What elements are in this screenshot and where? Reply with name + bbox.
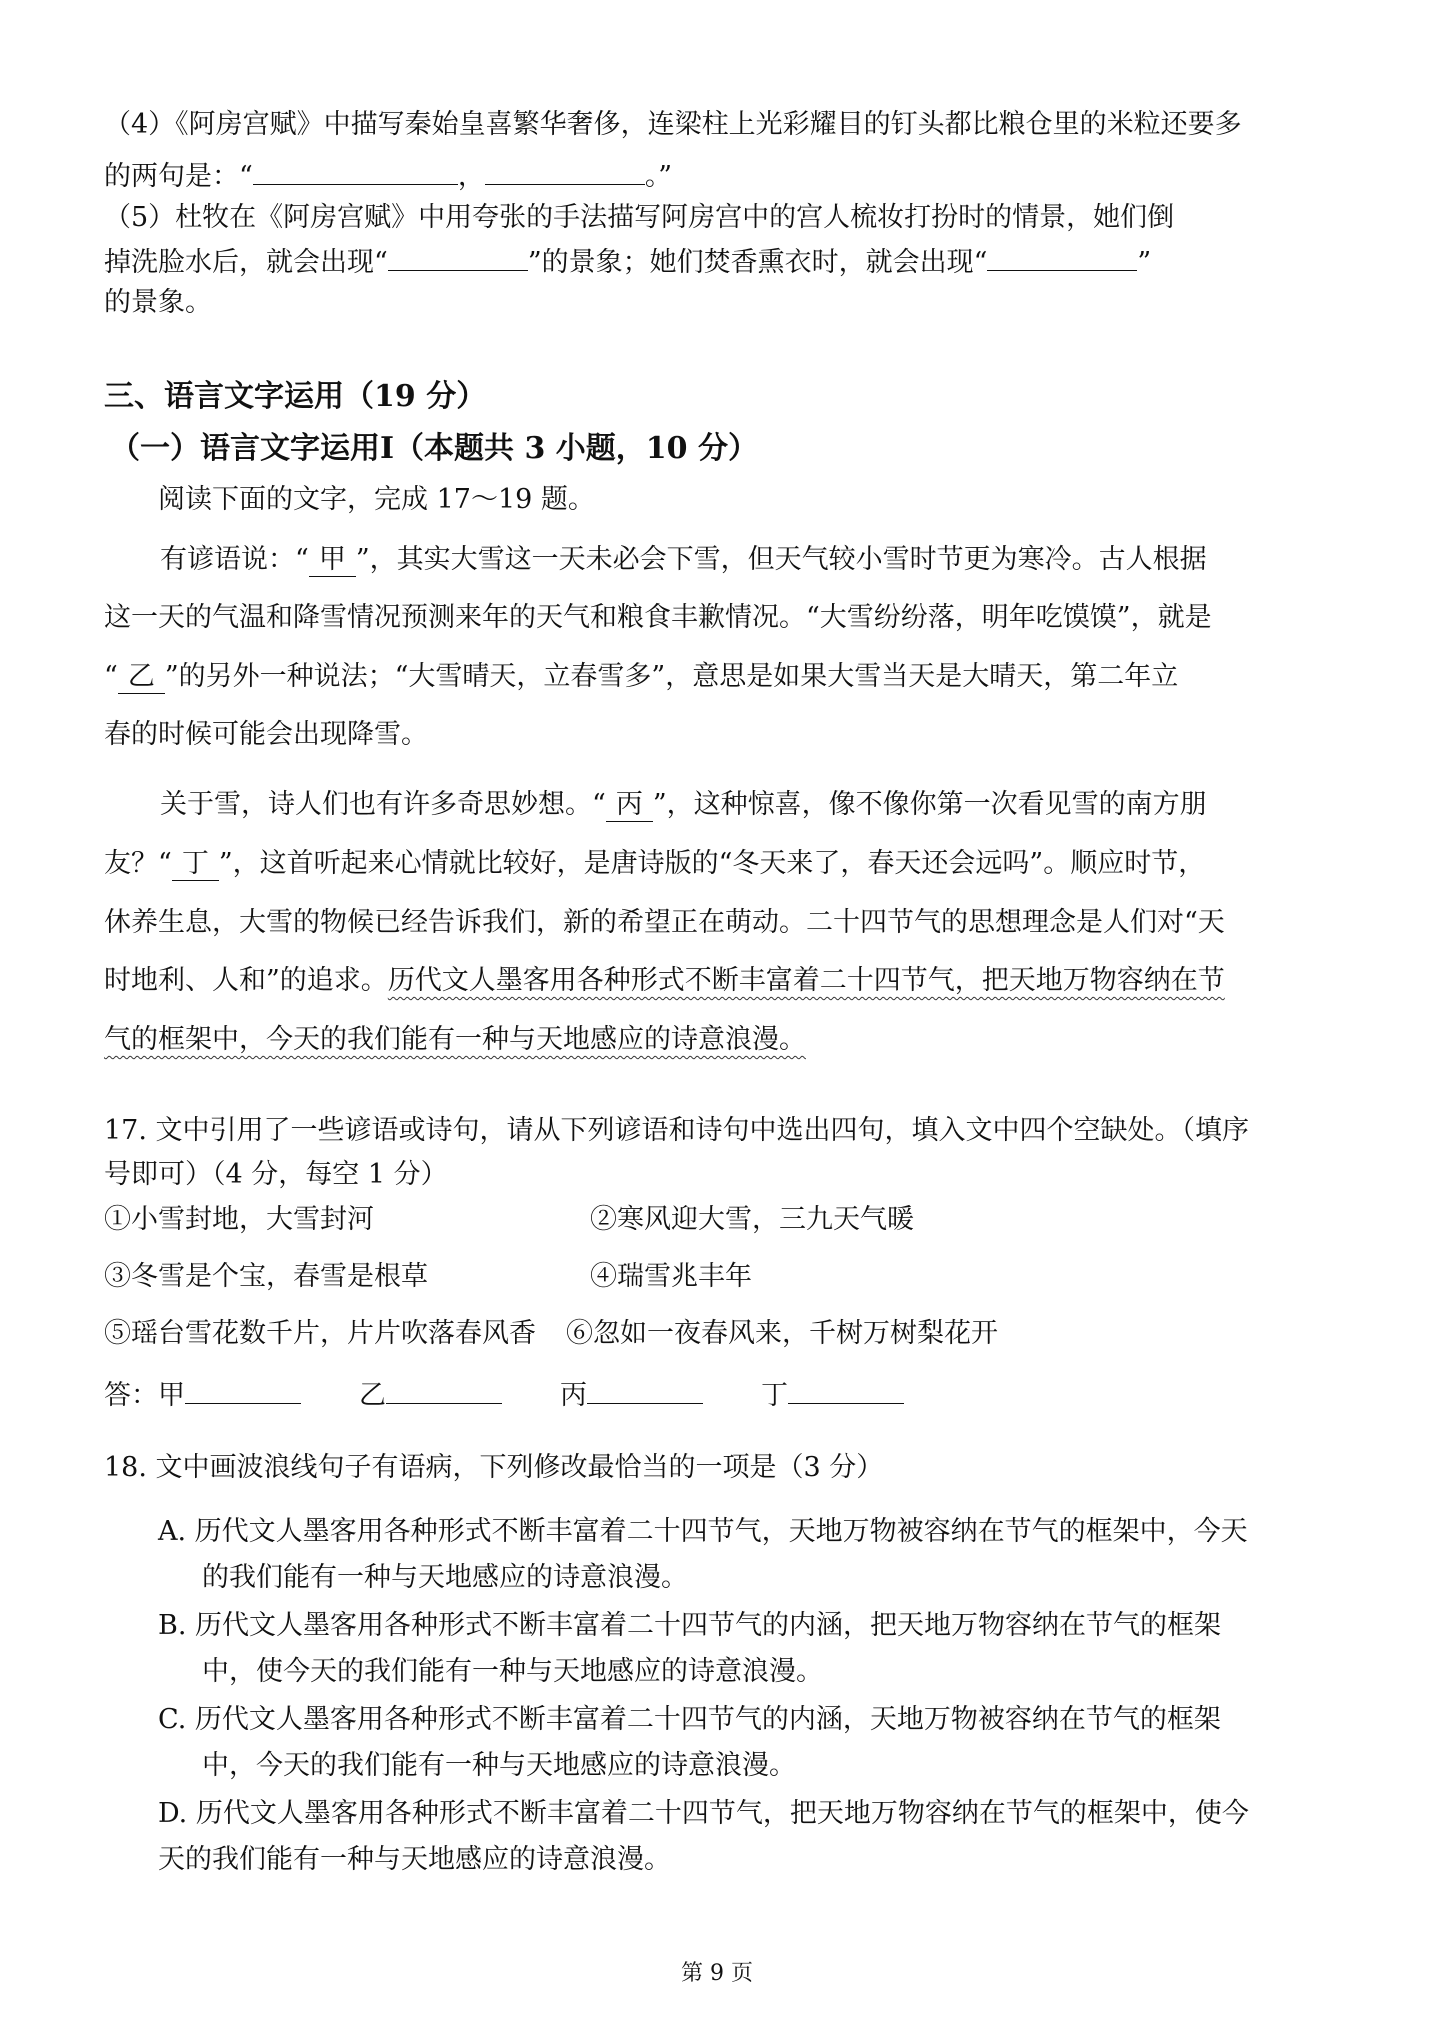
passage-p1-line-2: 这一天的气温和降雪情况预测来年的天气和粮食丰歉情况。“大雪纷纷落，明年吃馍馍”，就是 xyxy=(104,602,1212,633)
q4-line-2-start: 的两句是：“ xyxy=(104,161,253,192)
q5-line-2-start: 掉洗脸水后，就会出现“ xyxy=(104,247,388,278)
passage-p2-line-5 xyxy=(104,1021,806,1059)
passage-p2-line-3: 休养生息，大雪的物候已经告诉我们，新的希望正在萌动。二十四节气的思想理念是人们对“天 xyxy=(104,907,1225,938)
passage-text: 友？“ xyxy=(104,848,172,879)
passage-p2-line-2 xyxy=(104,845,1205,883)
q17-option-2: ②寒风迎大雪，三九天气暖 xyxy=(590,1204,914,1235)
wavy-underlined-sentence: 气的框架中，今天的我们能有一种与天地感应的诗意浪漫。 xyxy=(104,1024,806,1055)
page-number: 第 9 页 xyxy=(681,1961,753,1986)
passage-p2-line-4 xyxy=(104,962,1225,1000)
q18-option-c-line-2: 中，今天的我们能有一种与天地感应的诗意浪漫。 xyxy=(202,1750,796,1781)
answer-blank-ding[interactable] xyxy=(788,1373,904,1404)
q4-answer-blank-1[interactable] xyxy=(253,154,458,185)
q4-comma: ， xyxy=(457,161,485,192)
q17-option-3: ③冬雪是个宝，春雪是根草 xyxy=(104,1261,428,1292)
passage-p1-line-4: 春的时候可能会出现降雪。 xyxy=(104,719,428,750)
answer-label-ding: 丁 xyxy=(761,1380,788,1411)
q18-stem: 18. 文中画波浪线句子有语病，下列修改最恰当的一项是（3 分） xyxy=(104,1452,884,1483)
passage-text: 关于雪，诗人们也有许多奇思妙想。“ xyxy=(160,789,606,820)
passage-text: ”，其实大雪这一天未必会下雪，但天气较小雪时节更为寒冷。古人根据 xyxy=(355,544,1207,575)
wavy-underlined-sentence: 历代文人墨客用各种形式不断丰富着二十四节气，把天地万物容纳在节 xyxy=(387,965,1225,996)
passage-text: 有谚语说：“ xyxy=(160,544,309,575)
section-subtitle: （一）语言文字运用Ⅰ（本题共 3 小题，10 分） xyxy=(110,431,758,466)
passage-p2-line-1 xyxy=(160,786,1207,824)
section-title: 三、语言文字运用（19 分） xyxy=(104,379,487,414)
q5-line-2-end: ” xyxy=(1137,247,1152,278)
q17-answer-row xyxy=(104,1373,904,1415)
passage-text: ”的另外一种说法；“大雪晴天，立春雪多”，意思是如果大雪当天是大晴天，第二年立 xyxy=(164,661,1179,692)
q5-line-2 xyxy=(104,240,1151,282)
q5-answer-blank-1[interactable] xyxy=(388,240,528,271)
q5-line-3: 的景象。 xyxy=(104,287,212,318)
q18-option-a-line-2: 的我们能有一种与天地感应的诗意浪漫。 xyxy=(202,1562,688,1593)
q5-line-2-mid: ”的景象；她们焚香熏衣时，就会出现“ xyxy=(527,247,988,278)
answer-label-jia: 答：甲 xyxy=(104,1380,185,1411)
answer-label-bing: 丙 xyxy=(560,1380,587,1411)
reading-instruction: 阅读下面的文字，完成 17～19 题。 xyxy=(158,484,595,515)
q17-option-4: ④瑞雪兆丰年 xyxy=(590,1261,752,1292)
passage-text: ”，这种惊喜，像不像你第一次看见雪的南方朋 xyxy=(652,789,1207,820)
q17-stem-line-2: 号即可）（4 分，每空 1 分） xyxy=(104,1159,448,1190)
q17-stem-line-1: 17. 文中引用了一些谚语或诗句，请从下列谚语和诗句中选出四句，填入文中四个空缺处。（填序 xyxy=(104,1115,1250,1146)
q5-line-1: （5）杜牧在《阿房宫赋》中用夸张的手法描写阿房宫中的宫人梳妆打扮时的情景，她们倒 xyxy=(104,202,1175,233)
q4-line-2 xyxy=(104,154,672,196)
blank-yi: 乙 xyxy=(118,661,165,694)
q18-option-d-line-1[interactable]: D. 历代文人墨客用各种形式不断丰富着二十四节气，把天地万物容纳在节气的框架中，使今 xyxy=(158,1798,1249,1829)
answer-blank-jia[interactable] xyxy=(185,1373,301,1404)
passage-p1-line-3 xyxy=(104,658,1178,696)
passage-text: 时地利、人和”的追求。 xyxy=(104,965,388,996)
answer-blank-bing[interactable] xyxy=(587,1373,703,1404)
q18-option-c-line-1[interactable]: C. 历代文人墨客用各种形式不断丰富着二十四节气的内涵，天地万物被容纳在节气的框架 xyxy=(158,1704,1221,1735)
q18-option-b-line-2: 中，使今天的我们能有一种与天地感应的诗意浪漫。 xyxy=(202,1656,823,1687)
passage-p1-line-1 xyxy=(160,541,1207,579)
blank-ding: 丁 xyxy=(172,848,219,881)
q4-answer-blank-2[interactable] xyxy=(485,154,645,185)
q18-option-b-line-1[interactable]: B. 历代文人墨客用各种形式不断丰富着二十四节气的内涵，把天地万物容纳在节气的框架 xyxy=(158,1610,1222,1641)
blank-bing: 丙 xyxy=(606,789,653,822)
q17-option-6: ⑥忽如一夜春风来，千树万树梨花开 xyxy=(566,1318,998,1349)
q18-option-a-line-1[interactable]: A. 历代文人墨客用各种形式不断丰富着二十四节气，天地万物被容纳在节气的框架中，今天 xyxy=(158,1516,1248,1547)
q4-line-2-end: 。” xyxy=(644,161,673,192)
q17-option-1: ①小雪封地，大雪封河 xyxy=(104,1204,374,1235)
answer-blank-yi[interactable] xyxy=(386,1373,502,1404)
blank-jia: 甲 xyxy=(309,544,356,577)
passage-text: “ xyxy=(104,661,118,692)
q17-option-5: ⑤瑶台雪花数千片，片片吹落春风香 xyxy=(104,1318,536,1349)
answer-label-yi: 乙 xyxy=(359,1380,386,1411)
passage-text: ”，这首听起来心情就比较好，是唐诗版的“冬天来了，春天还会远吗”。顺应时节， xyxy=(218,848,1206,879)
q4-line-1: （4）《阿房宫赋》中描写秦始皇喜繁华奢侈，连梁柱上光彩耀目的钉头都比粮仓里的米粒还要多 xyxy=(104,109,1242,140)
q18-option-d-line-2: 天的我们能有一种与天地感应的诗意浪漫。 xyxy=(158,1844,671,1875)
q5-answer-blank-2[interactable] xyxy=(987,240,1137,271)
